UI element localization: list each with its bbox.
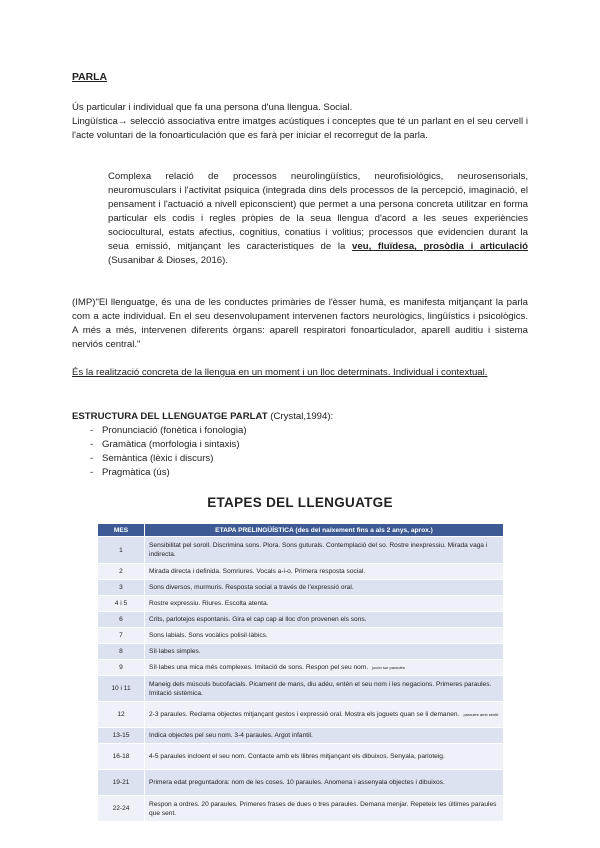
table-row [98, 537, 504, 564]
table-row [98, 596, 504, 612]
stages-table [97, 523, 504, 822]
cell-text: Rostre expressiu. Riures. Escolta atenta. [145, 596, 504, 612]
cell-mes: 3 [98, 580, 145, 596]
cell-text: Respon a ordres. 20 paraules. Primeres frases de dues o tres paraules. Demana menjar. Repeteix les últimes paraules que sent. [145, 796, 504, 822]
table-header-row [98, 524, 504, 537]
table-row [98, 796, 504, 822]
list-item-text: Pragmàtica (ús) [102, 467, 170, 478]
cell-mes: 2 [98, 564, 145, 580]
cell-mes: 10 i 11 [98, 676, 145, 702]
quote-citation: (Susanibar & Dioses, 2016). [108, 255, 228, 266]
header-stage: ETAPA PRELINGÜÍSTICA (des del naixement fins a als 2 anys, aprox.) [145, 524, 504, 537]
cell-mes: 7 [98, 628, 145, 644]
section-title: PARLA [72, 72, 108, 83]
structure-title: ESTRUCTURA DEL LLENGUATGE PARLAT [72, 411, 268, 422]
cell-text [145, 660, 504, 676]
cell-mes: 22-24 [98, 796, 145, 822]
cell-mes: 19-21 [98, 770, 145, 796]
cell-text: 4-5 paraules incloent el seu nom. Contacte amb els llibres mitjançant els dibuixos. Senyala, parloteig. [145, 744, 504, 770]
cell-mes: 8 [98, 644, 145, 660]
cell-text: Síl·labes simples. [145, 644, 504, 660]
table-row [98, 728, 504, 744]
cell-text: Sons diversos, murmuris. Resposta social a través de l'expressió oral. [145, 580, 504, 596]
cell-text [145, 702, 504, 728]
table-row [98, 564, 504, 580]
cell-mes: 4 i 5 [98, 596, 145, 612]
bullet-dash: - [90, 439, 94, 450]
cell-main-text: Síl·labes una mica més complexes. Imitació de sons. Respon pel seu nom. [149, 664, 369, 671]
cell-mes: 13-15 [98, 728, 145, 744]
list-item [72, 466, 247, 480]
structure-heading [72, 410, 528, 424]
cell-mes: 1 [98, 537, 145, 564]
structure-list [72, 424, 247, 480]
cell-text: Sons labials. Sons vocàlics polisil·làbics. [145, 628, 504, 644]
table-row [98, 770, 504, 796]
imp-paragraph: (IMP)"El llenguatge, és una de les conductes primàries de l'èsser humà, es manifesta mitjançant la parla com a acte individual. En el seu desenvolupament intervenen factors neurològics, lingüístics i psicològics. A més a més, intervenen diferents òrgans: aparell respiratori fonoarticulador, aparell auditiu i sistema nerviós central." [72, 297, 528, 350]
cell-main-text: 2-3 paraules. Reclama objectes mitjançant gestos i expressió oral. Mostra els joguets quan se li demanen. [149, 711, 460, 718]
list-item-text: Gramàtica (morfologia i sintaxis) [102, 439, 240, 450]
definition-quote [108, 170, 528, 268]
table-row [98, 660, 504, 676]
cell-text: Primera edat preguntadora: nom de les coses. 10 paraules. Anomena i assenyala objectes i dibuixos. [145, 770, 504, 796]
cell-text: Sensibilitat pel soroll. Discrimina sons. Plora. Sons guturals. Contemplació del so. Rostre inexpressiu. Mirada vaga i indirecta. [145, 537, 504, 564]
realization-text: És la realització concreta de la llengua en un moment i un lloc determinats. Individual i contextual. [72, 367, 488, 378]
cell-mes: 9 [98, 660, 145, 676]
list-item-text: Semàntica (lèxic i discurs) [102, 453, 214, 464]
cell-text: Crits, parlotejos espontanis. Gira el cap cap al lloc d'on provenen els sons. [145, 612, 504, 628]
list-item [72, 424, 247, 438]
handwritten-note: paraules amb sentit [463, 712, 499, 717]
cell-text: Mirada directa i definida. Somriures. Vocals a-i-o. Primera resposta social. [145, 564, 504, 580]
table-row [98, 744, 504, 770]
table-row [98, 702, 504, 728]
quote-highlight: veu, fluïdesa, prosòdia i articulació [352, 241, 529, 252]
handwritten-note: jocón sur paraules [372, 665, 405, 670]
cell-mes: 12 [98, 702, 145, 728]
header-mes: MES [98, 524, 145, 537]
cell-text: Maneig dels músculs bucofacials. Picament de mans, diu adéu, entén el seu nom i les negacions. Primeres paraules. Imitació sistèmica. [145, 676, 504, 702]
definition-social: Ús particular i individual que fa una persona d'una llengua. Social. [72, 102, 353, 113]
cell-text: Indica objectes pel seu nom. 3-4 paraules. Argot infantil. [145, 728, 504, 744]
bullet-dash: - [90, 467, 94, 478]
bullet-dash: - [90, 425, 94, 436]
table-row [98, 612, 504, 628]
quote-text: Complexa relació de processos neurolingüístics, neurofisiològics, neurosensorials, neuromusculars i l'activitat psiquica (integrada dins dels processos de la percepció, imaginació, el pensament i l'actuació a nivell epiconscient) que permet a una persona concreta utilitzar en forma particular els codis i regles pròpies de la seua llengua d'acord a les seues experiències sociocultural, estats afectius, cognitius, conatius i volitius; processos que evidencien durant la seua emissió, mitjançant les caracteristiques de la [108, 171, 528, 252]
definition-linguistic: Lingüística→ selecció associativa entre imatges acústiques i conceptes que té un parlant en el seu cervell i l'acte voluntari de la fonoarticulación que es farà per iniciar el recorregut de la parla. [72, 116, 528, 141]
table-row [98, 676, 504, 702]
etapes-title: ETAPES DEL LLENGUATGE [207, 495, 393, 510]
bullet-dash: - [90, 453, 94, 464]
table-row [98, 580, 504, 596]
cell-mes: 16-18 [98, 744, 145, 770]
list-item [72, 452, 247, 466]
structure-citation: (Crystal,1994): [270, 411, 334, 422]
cell-mes: 6 [98, 612, 145, 628]
list-item [72, 438, 247, 452]
table-row [98, 628, 504, 644]
list-item-text: Pronunciació (fonètica i fonologia) [102, 425, 247, 436]
table-row [98, 644, 504, 660]
